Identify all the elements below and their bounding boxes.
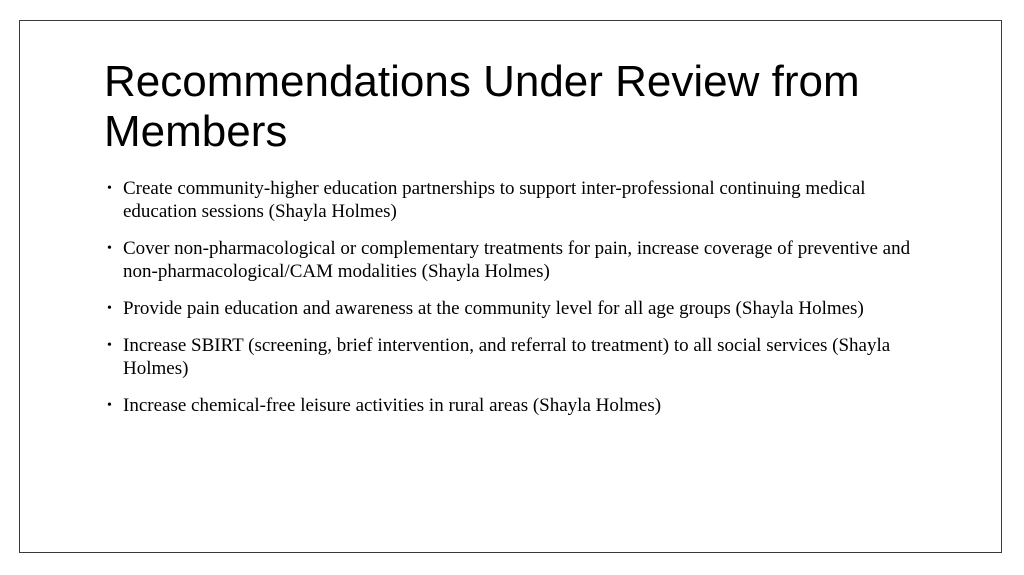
slide-title: Recommendations Under Review from Members bbox=[104, 57, 860, 156]
slide-frame bbox=[19, 20, 1002, 553]
bullet-text: Cover non-pharmacological or complementary treatments for pain, increase coverage of preventive and non-pharmacological/CAM modalities (Shayla Holmes) bbox=[123, 238, 911, 282]
bullet-text: Provide pain education and awareness at the community level for all age groups (Shayla Holmes) bbox=[123, 298, 864, 319]
bullet-icon: • bbox=[107, 181, 112, 196]
bullet-icon: • bbox=[107, 301, 112, 316]
list-item bbox=[107, 394, 937, 417]
list-item bbox=[107, 237, 937, 283]
bullet-text: Create community-higher education partnerships to support inter-professional continuing medical education sessions (Shayla Holmes) bbox=[123, 178, 866, 222]
bullet-text: Increase SBIRT (screening, brief intervention, and referral to treatment) to all social services (Shayla Holmes) bbox=[123, 335, 891, 379]
bullet-icon: • bbox=[107, 398, 112, 413]
bullet-list bbox=[107, 177, 937, 431]
list-item bbox=[107, 334, 937, 380]
list-item bbox=[107, 297, 937, 320]
list-item bbox=[107, 177, 937, 223]
bullet-icon: • bbox=[107, 338, 112, 353]
bullet-text: Increase chemical-free leisure activities in rural areas (Shayla Holmes) bbox=[123, 395, 662, 416]
bullet-icon: • bbox=[107, 241, 112, 256]
